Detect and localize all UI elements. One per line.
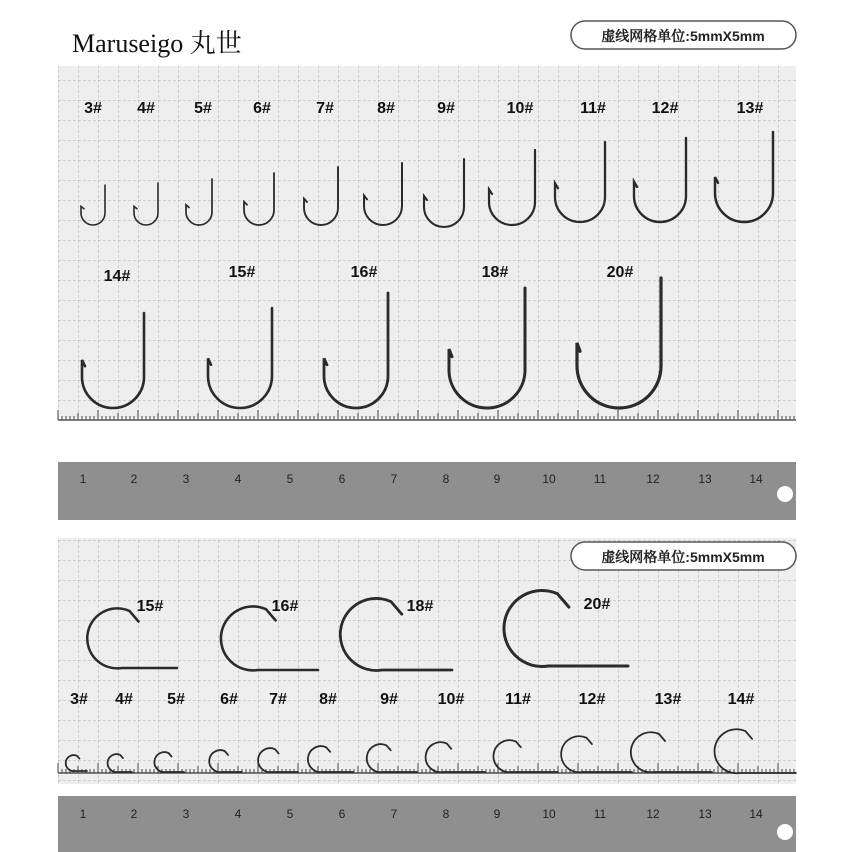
hook-size-label: 9# (437, 100, 455, 117)
hook-size-label: 5# (167, 691, 185, 708)
hook-size-label: 5# (194, 100, 212, 117)
ruler-number: 14 (749, 472, 763, 486)
ruler-number: 1 (79, 472, 87, 486)
ruler-number: 4 (234, 472, 242, 486)
top-grid-unit-label: 虚线网格单位:5mmX5mm (601, 28, 765, 44)
hook-size-label: 11# (505, 691, 531, 708)
hook-size-label: 11# (580, 100, 606, 117)
hook-size-label: 12# (651, 100, 679, 117)
hook-size-label: 6# (220, 691, 238, 708)
ruler-number: 13 (698, 472, 712, 486)
hook-size-label: 18# (481, 264, 509, 281)
ruler-number: 5 (286, 807, 294, 821)
bottom-panel (58, 538, 796, 852)
ruler-number: 9 (493, 807, 501, 821)
hook-size-label: 20# (606, 264, 634, 281)
hook-size-label: 10# (437, 691, 465, 708)
bottom-ruler-hole (777, 824, 793, 840)
ruler-number: 3 (182, 472, 190, 486)
ruler-number: 5 (286, 472, 294, 486)
hook-size-label: 4# (137, 100, 155, 117)
ruler-number: 7 (390, 807, 398, 821)
hook-size-label: 20# (583, 596, 611, 613)
top-grid-unit-badge (571, 21, 796, 49)
ruler-number: 3 (182, 807, 190, 821)
ruler-number: 7 (390, 472, 398, 486)
hook-size-label: 3# (84, 100, 102, 117)
hook-size-label: 15# (136, 598, 164, 615)
top-ruler-bar (58, 462, 796, 520)
hook-size-label: 15# (228, 264, 256, 281)
bottom-grid-unit-label: 虚线网格单位:5mmX5mm (601, 549, 765, 565)
bottom-ruler-bar (58, 796, 796, 852)
bottom-grid-unit-badge (571, 542, 796, 570)
bottom-grid-area (58, 538, 796, 784)
hook-size-label: 9# (380, 691, 398, 708)
ruler-number: 11 (593, 472, 607, 486)
hook-size-label: 8# (377, 100, 395, 117)
hook-size-label: 10# (506, 100, 534, 117)
ruler-number: 8 (442, 472, 450, 486)
hook-size-label: 6# (253, 100, 271, 117)
ruler-number: 1 (79, 807, 87, 821)
hook-size-label: 16# (350, 264, 378, 281)
ruler-number: 14 (749, 807, 763, 821)
ruler-number: 4 (234, 807, 242, 821)
hook-size-label: 13# (654, 691, 682, 708)
hook-size-label: 7# (269, 691, 287, 708)
ruler-number: 2 (130, 472, 138, 486)
hook-size-label: 14# (103, 268, 131, 285)
ruler-number: 13 (698, 807, 712, 821)
hook-size-label: 16# (271, 598, 299, 615)
ruler-number: 10 (542, 472, 556, 486)
hook-size-label: 4# (115, 691, 133, 708)
ruler-number: 2 (130, 807, 138, 821)
ruler-number: 11 (593, 807, 607, 821)
hook-size-label: 7# (316, 100, 334, 117)
ruler-number: 8 (442, 807, 450, 821)
hook-size-label: 12# (578, 691, 606, 708)
hook-size-label: 18# (406, 598, 434, 615)
top-grid-area (58, 66, 796, 418)
top-ruler-hole (777, 486, 793, 502)
ruler-number: 9 (493, 472, 501, 486)
ruler-number: 12 (646, 807, 660, 821)
top-panel (58, 10, 796, 520)
ruler-number: 6 (338, 472, 346, 486)
hook-size-label: 13# (736, 100, 764, 117)
ruler-number: 12 (646, 472, 660, 486)
ruler-number: 6 (338, 807, 346, 821)
ruler-number: 10 (542, 807, 556, 821)
hook-size-label: 14# (727, 691, 755, 708)
hook-size-label: 8# (319, 691, 337, 708)
hook-size-label: 3# (70, 691, 88, 708)
brand-title: Maruseigo 丸世 (72, 29, 242, 58)
